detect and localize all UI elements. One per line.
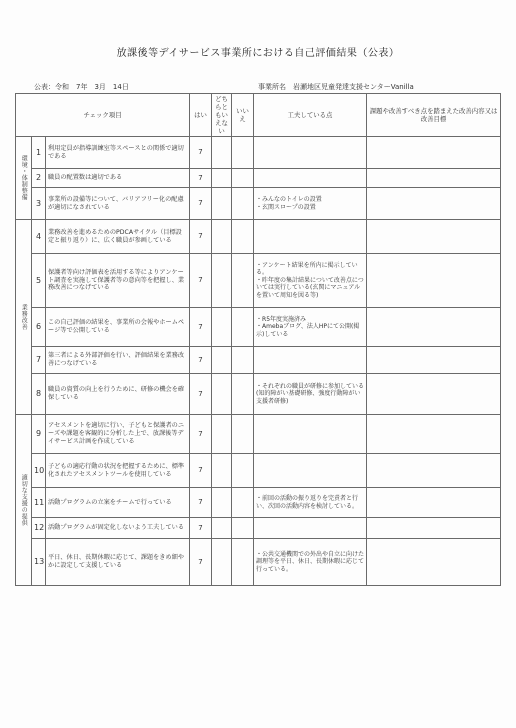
improvements-text bbox=[367, 169, 501, 188]
table-row bbox=[16, 169, 501, 188]
category-label: 業務改善 bbox=[16, 220, 32, 415]
row-number: 9 bbox=[32, 415, 46, 454]
efforts-text: ・前回の活動の振り返りを完責者と行い、次回の活動内容を検討している。 bbox=[254, 488, 367, 518]
header-improvements: 課題や改善すべき点を踏まえた改善内容又は改善目標 bbox=[367, 94, 501, 137]
header-yes: はい bbox=[190, 94, 212, 137]
improvements-text bbox=[367, 488, 501, 518]
header-efforts: 工夫している点 bbox=[254, 94, 367, 137]
category-label: 環境・体制整備 bbox=[16, 137, 32, 220]
answer-yes-count: 7 bbox=[190, 254, 212, 308]
row-number: 3 bbox=[32, 188, 46, 220]
table-row bbox=[16, 254, 501, 308]
row-number: 6 bbox=[32, 308, 46, 347]
improvements-text bbox=[367, 137, 501, 169]
row-number: 7 bbox=[32, 347, 46, 374]
answer-no-count bbox=[232, 518, 254, 539]
answer-no-count bbox=[232, 488, 254, 518]
answer-neutral-count bbox=[212, 347, 232, 374]
efforts-text: ・みんなのトイレの設置 ・玄関スロープの設置 bbox=[254, 188, 367, 220]
answer-yes-count: 7 bbox=[190, 188, 212, 220]
answer-neutral-count bbox=[212, 169, 232, 188]
answer-yes-count: 7 bbox=[190, 518, 212, 539]
answer-yes-count: 7 bbox=[190, 220, 212, 254]
header-neutral: どちらともいえない bbox=[212, 94, 232, 137]
answer-yes-count: 7 bbox=[190, 539, 212, 586]
answer-no-count bbox=[232, 374, 254, 415]
answer-yes-count: 7 bbox=[190, 415, 212, 454]
efforts-text bbox=[254, 454, 367, 488]
header-no: いいえ bbox=[232, 94, 254, 137]
check-item-text: 子どもの適応行動の状況を把握するために、標準化されたアセスメントツールを使用している bbox=[46, 454, 190, 488]
check-item-text: 第三者による外部評価を行い、評価結果を業務改善につなげている bbox=[46, 347, 190, 374]
header-row bbox=[16, 94, 501, 137]
answer-yes-count: 7 bbox=[190, 488, 212, 518]
answer-no-count bbox=[232, 220, 254, 254]
improvements-text bbox=[367, 188, 501, 220]
row-number: 10 bbox=[32, 454, 46, 488]
answer-yes-count: 7 bbox=[190, 137, 212, 169]
document-title: 放課後等デイサービス事業所における自己評価結果（公表） bbox=[116, 48, 400, 59]
improvements-text bbox=[367, 415, 501, 454]
row-number: 2 bbox=[32, 169, 46, 188]
answer-no-count bbox=[232, 254, 254, 308]
answer-no-count bbox=[232, 454, 254, 488]
row-number: 1 bbox=[32, 137, 46, 169]
row-number: 13 bbox=[32, 539, 46, 586]
answer-neutral-count bbox=[212, 254, 232, 308]
answer-no-count bbox=[232, 539, 254, 586]
table-row bbox=[16, 374, 501, 415]
efforts-text bbox=[254, 137, 367, 169]
efforts-text: ・公共交通機関での外出や自立に向けた調理等を平日、休日、長期休暇に応じて行っている。 bbox=[254, 539, 367, 586]
row-number: 5 bbox=[32, 254, 46, 308]
row-number: 4 bbox=[32, 220, 46, 254]
evaluation-table bbox=[15, 93, 501, 586]
answer-no-count bbox=[232, 137, 254, 169]
answer-no-count bbox=[232, 188, 254, 220]
header-check-item: チェック項目 bbox=[16, 94, 190, 137]
efforts-text bbox=[254, 169, 367, 188]
check-item-text: アセスメントを適切に行い、子どもと保護者のニーズや課題を客観的に分析した上で、放課後等デイサービス計画を作成している bbox=[46, 415, 190, 454]
check-item-text: 業務改善を進めるためのPDCAサイクル（目標設定と振り返り）に、広く職員が参画している bbox=[46, 220, 190, 254]
answer-neutral-count bbox=[212, 308, 232, 347]
answer-yes-count: 7 bbox=[190, 308, 212, 347]
improvements-text bbox=[367, 374, 501, 415]
table-row bbox=[16, 518, 501, 539]
answer-no-count bbox=[232, 308, 254, 347]
answer-no-count bbox=[232, 347, 254, 374]
publication-date: 公表：令和 7年 3月 14日 bbox=[34, 82, 129, 94]
improvements-text bbox=[367, 220, 501, 254]
improvements-text bbox=[367, 454, 501, 488]
check-item-text: 職員の資質の向上を行うために、研修の機会を確保している bbox=[46, 374, 190, 415]
category-label: 適切な支援の提供 bbox=[16, 415, 32, 586]
improvements-text bbox=[367, 308, 501, 347]
answer-neutral-count bbox=[212, 220, 232, 254]
answer-yes-count: 7 bbox=[190, 454, 212, 488]
table-row bbox=[16, 188, 501, 220]
table-row bbox=[16, 137, 501, 169]
answer-neutral-count bbox=[212, 518, 232, 539]
table-row bbox=[16, 308, 501, 347]
answer-neutral-count bbox=[212, 454, 232, 488]
check-item-text: 活動プログラムの立案をチームで行っている bbox=[46, 488, 190, 518]
office-name: 事業所名 岩瀬地区児童発達支援センターVanilla bbox=[258, 82, 414, 94]
check-item-text: 事業所の設備等について、バリアフリー化の配慮が適切になされている bbox=[46, 188, 190, 220]
efforts-text: ・それぞれの職員が研修に参加している(知的障がい基礎研修、強度行動障がい支援者研修) bbox=[254, 374, 367, 415]
row-number: 8 bbox=[32, 374, 46, 415]
answer-yes-count: 7 bbox=[190, 347, 212, 374]
answer-neutral-count bbox=[212, 415, 232, 454]
check-item-text: この自己評価の結果を、事業所の会報やホームページ等で公開している bbox=[46, 308, 190, 347]
table-row bbox=[16, 347, 501, 374]
check-item-text: 活動プログラムが固定化しないよう工夫している bbox=[46, 518, 190, 539]
answer-yes-count: 7 bbox=[190, 169, 212, 188]
table-row bbox=[16, 220, 501, 254]
answer-neutral-count bbox=[212, 539, 232, 586]
table-row bbox=[16, 539, 501, 586]
answer-neutral-count bbox=[212, 137, 232, 169]
efforts-text: ・R5年度実施済み ・Amebaブログ、法人HPにて公開(掲示)している bbox=[254, 308, 367, 347]
efforts-text bbox=[254, 518, 367, 539]
row-number: 11 bbox=[32, 488, 46, 518]
answer-neutral-count bbox=[212, 374, 232, 415]
improvements-text bbox=[367, 539, 501, 586]
answer-neutral-count bbox=[212, 488, 232, 518]
table-row bbox=[16, 415, 501, 454]
answer-neutral-count bbox=[212, 188, 232, 220]
efforts-text bbox=[254, 347, 367, 374]
table-row bbox=[16, 454, 501, 488]
check-item-text: 保護者等向け評価表を活用する等によりアンケート調査を実施して保護者等の意向等を把握し、業務改善につなげている bbox=[46, 254, 190, 308]
row-number: 12 bbox=[32, 518, 46, 539]
answer-yes-count: 7 bbox=[190, 374, 212, 415]
check-item-text: 平日、休日、長期休暇に応じて、課題をきめ細やかに設定して支援している bbox=[46, 539, 190, 586]
improvements-text bbox=[367, 347, 501, 374]
answer-no-count bbox=[232, 169, 254, 188]
answer-no-count bbox=[232, 415, 254, 454]
efforts-text: ・アンケート結果を所内に掲示している。 ・昨年度の集計結果について改善点については実行している(玄関にマニュアルを置いて周知を図る等) bbox=[254, 254, 367, 308]
table-row bbox=[16, 488, 501, 518]
efforts-text bbox=[254, 415, 367, 454]
check-item-text: 利用定員が指導訓練室等スペースとの関係で適切である bbox=[46, 137, 190, 169]
improvements-text bbox=[367, 254, 501, 308]
check-item-text: 職員の配置数は適切である bbox=[46, 169, 190, 188]
efforts-text bbox=[254, 220, 367, 254]
improvements-text bbox=[367, 518, 501, 539]
